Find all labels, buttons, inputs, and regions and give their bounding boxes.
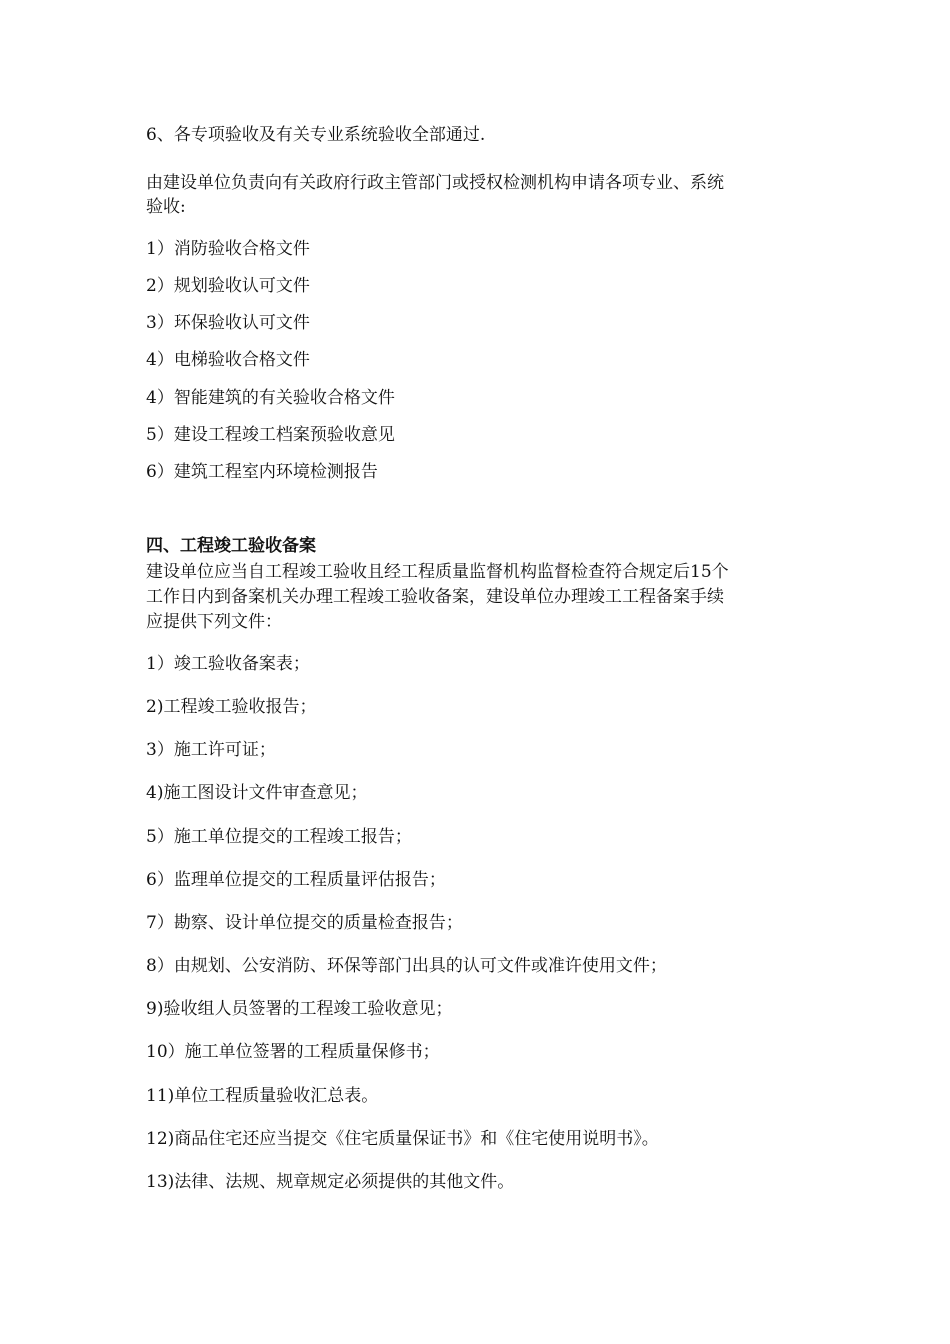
filing-list-item: 13)法律、法规、规章规定必须提供的其他文件。 — [146, 1172, 515, 1192]
filing-list-item: 5）施工单位提交的工程竣工报告； — [146, 827, 412, 847]
filing-list-item: 10）施工单位签署的工程质量保修书； — [146, 1042, 440, 1062]
section-heading: 四、工程竣工验收备案 — [146, 536, 316, 556]
acceptance-list-item: 4）智能建筑的有关验收合格文件 — [146, 388, 395, 408]
acceptance-list-item: 2）规划验收认可文件 — [146, 276, 310, 296]
filing-list-item: 7）勘察、设计单位提交的质量检查报告； — [146, 913, 463, 933]
filing-list-item: 4)施工图设计文件审查意见； — [146, 783, 368, 803]
acceptance-intro-line-2: 验收: — [146, 197, 186, 217]
filing-list-item: 3）施工许可证； — [146, 740, 276, 760]
acceptance-list-item: 6）建筑工程室内环境检测报告 — [146, 462, 378, 482]
filing-list-item: 6）监理单位提交的工程质量评估报告； — [146, 870, 446, 890]
filing-list-item: 12)商品住宅还应当提交《住宅质量保证书》和《住宅使用说明书》。 — [146, 1129, 659, 1149]
filing-list-item: 11)单位工程质量验收汇总表。 — [146, 1086, 379, 1106]
filing-intro-line-1: 建设单位应当自工程竣工验收且经工程质量监督机构监督检查符合规定后15个 — [146, 562, 729, 582]
filing-list-item: 2)工程竣工验收报告； — [146, 697, 317, 717]
filing-list-item: 9)验收组人员签署的工程竣工验收意见； — [146, 999, 453, 1019]
acceptance-intro-line-1: 由建设单位负责向有关政府行政主管部门或授权检测机构申请各项专业、系统 — [146, 173, 724, 193]
acceptance-list-item: 4）电梯验收合格文件 — [146, 350, 310, 370]
filing-intro-line-3: 应提供下列文件： — [146, 612, 282, 632]
filing-list-item: 8）由规划、公安消防、环保等部门出具的认可文件或准许使用文件； — [146, 956, 667, 976]
filing-list-item: 1）竣工验收备案表； — [146, 654, 310, 674]
acceptance-list-item: 5）建设工程竣工档案预验收意见 — [146, 425, 395, 445]
acceptance-list-item: 3）环保验收认可文件 — [146, 313, 310, 333]
item-6-all-acceptance-passed: 6、各专项验收及有关专业系统验收全部通过. — [146, 125, 486, 145]
filing-intro-line-2: 工作日内到备案机关办理工程竣工验收备案，建设单位办理竣工工程备案手续 — [146, 587, 724, 607]
acceptance-list-item: 1）消防验收合格文件 — [146, 239, 310, 259]
